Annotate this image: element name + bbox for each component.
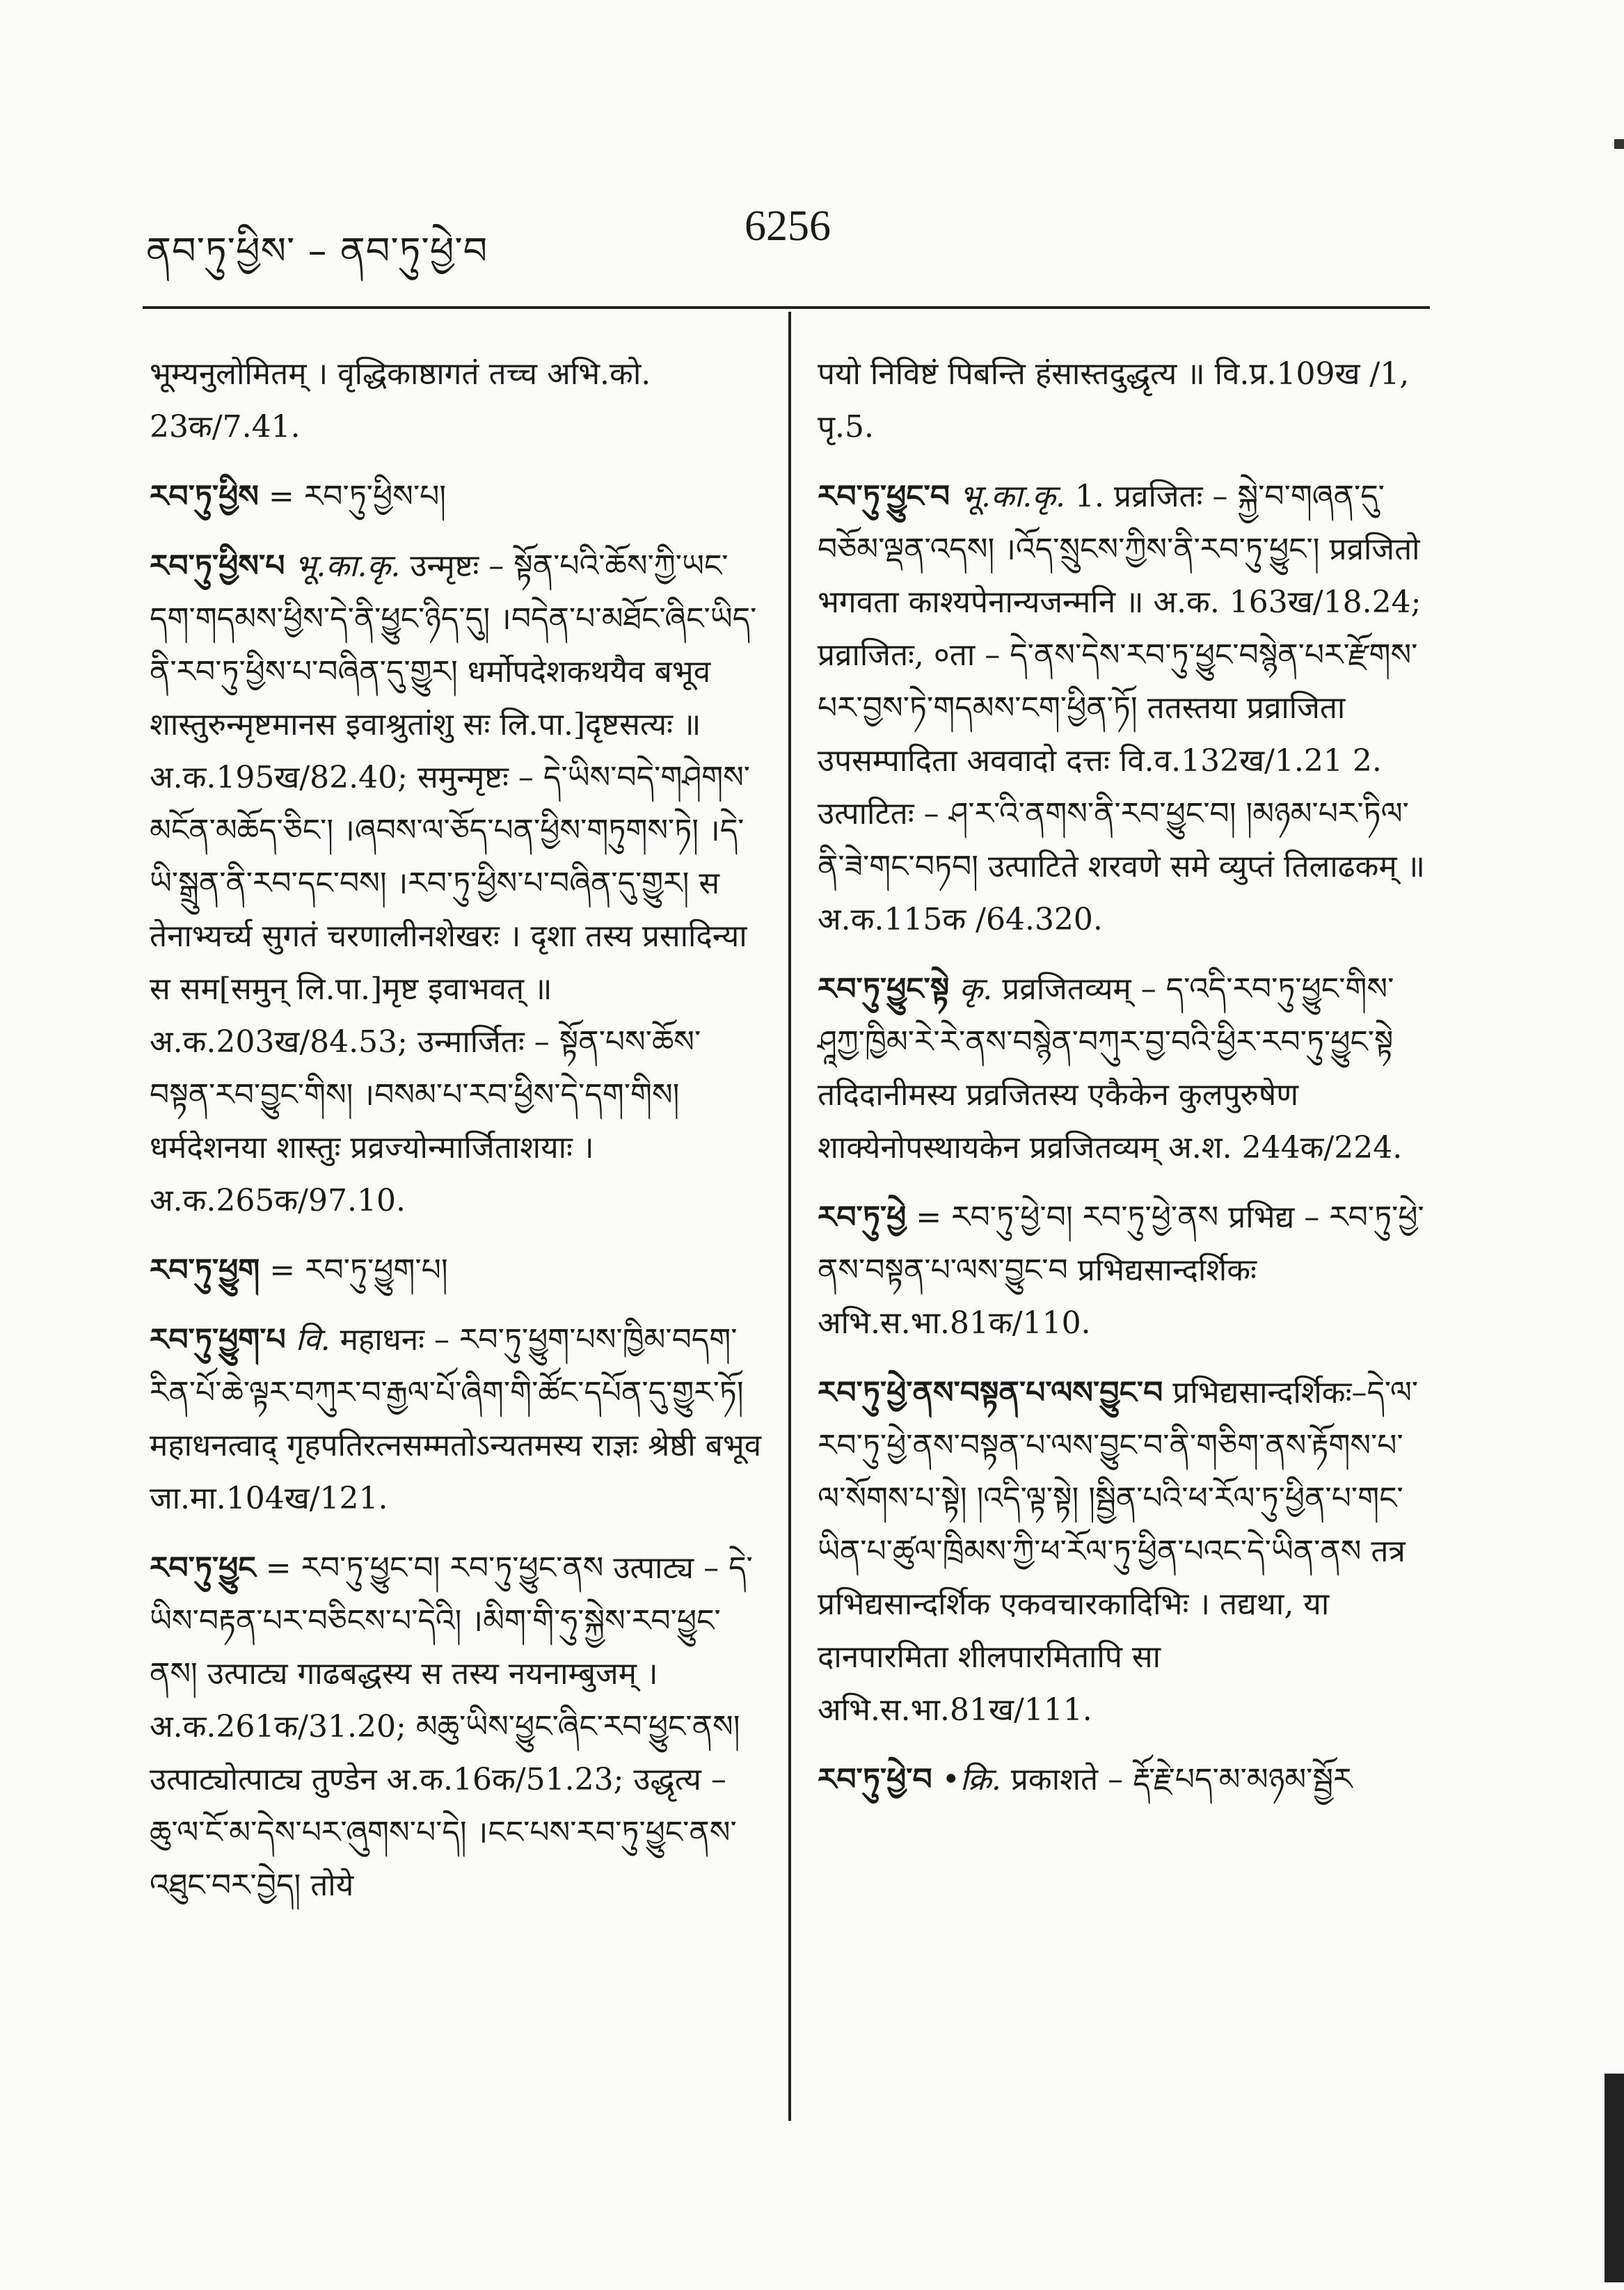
column-divider: [788, 312, 791, 2121]
entry-text: 1. प्रव्रजितः – སྐྱེ་བ་གཞན་དུ་བཅོམ་ལྡན་འདས། ।འོད་སྲུངས་ཀྱིས་ནི་རབ་ཏུ་ཕྱུང་། प्रव्रजितो भगवता काश्यपेनान्यजन्मनि ॥ अ.क. 163ख/18.24; प्रव्राजितः, ०ता – དེ་ནས་དེས་རབ་ཏུ་ཕྱུང་བསྙེན་པར་རྫོགས་པར་བྱས་ཏེ་གདམས་ངག་ཕྱིན་ཏོ། ततस्तया प्रव्राजिता उपसम्पादिता अववादो दत्तः वि.व.132ख/1.21 2. उत्पाटितः – ཤ་ར་འི་ནགས་ནི་རབ་ཕྱུང་བ། །མཉམ་པར་ཏིལ་ནི་ཟེ་གང་བཏབ། उत्पाटिते शरवणे समे व्युप्तं तिलाढकम् ॥ अ.क.115क /64.320.: [818, 479, 1425, 937]
dictionary-entry: [150, 1542, 762, 1912]
dictionary-entry: [818, 1754, 1430, 1806]
entry-text: = རབ་ཏུ་ཕྱུག་པ།: [269, 1253, 448, 1288]
dictionary-entry: [818, 470, 1430, 946]
part-of-speech: •क्रि.: [941, 1762, 1001, 1797]
entry-headword: རབ་ཏུ་ཕྱུག: [150, 1253, 260, 1288]
running-head: ནབ་ཏུ་ཕྱིས་ – ནབ་ཏུ་ཕྱེ་བ: [146, 229, 488, 273]
part-of-speech: भू.का.कृ.: [294, 548, 401, 584]
dictionary-entry: [818, 348, 1430, 454]
dictionary-entry: [150, 348, 762, 454]
entry-headword: རབ་ཏུ་ཕྱེ་བ: [818, 1762, 932, 1797]
dictionary-entry: [150, 1314, 762, 1525]
dictionary-entry: [818, 1191, 1430, 1350]
dictionary-entry: [818, 963, 1430, 1175]
scan-binding-edge: [1605, 2074, 1624, 2282]
right-column: [818, 348, 1430, 1823]
dictionary-entry: [150, 540, 762, 1227]
part-of-speech: भू.का.कृ.: [960, 479, 1065, 514]
entry-headword: རབ་ཏུ་ཕྱིས་པ: [150, 548, 285, 584]
scan-margin-mark: [1614, 139, 1624, 149]
entry-headword: རབ་ཏུ་ཕྱེ་ནས་བསྟན་པ་ལས་བྱུང་བ: [818, 1375, 1163, 1410]
entry-text: = རབ་ཏུ་ཕྱེ་བ། རབ་ཏུ་ཕྱེ་ནས प्रभिद्य – རབ་ཏུ་ཕྱེ་ནས་བསྟན་པ་ལས་བྱུང་བ प्रभिद्यसान्दर्शिकः अभि.स.भा.81क/110.: [818, 1200, 1424, 1341]
left-column: [150, 348, 762, 1929]
entry-headword: རབ་ཏུ་ཕྱུང་སྟེ: [818, 971, 950, 1007]
entry-text: = རབ་ཏུ་ཕྱིས་པ།: [269, 479, 447, 514]
entry-headword: རབ་ཏུ་ཕྱུག་པ: [150, 1322, 286, 1358]
entry-text: = རབ་ཏུ་ཕྱུང་བ། རབ་ཏུ་ཕྱུང་ནས उत्पाट्य – དེ་ཡིས་བརྟན་པར་བཅིངས་པ་དེའི། ।མིག་གི་ཧུ་སྐྱེས་རབ་ཕྱུང་ནས། उत्पाट्य गाढबद्धस्य स तस्य नयनाम्बुजम् । अ.क.261क/31.20; མཆུ་ཡིས་ཕྱུང་ཞིང་རབ་ཕྱུང་ནས། उत्पाट्योत्पाट्य तुण्डेन अ.क.16क/51.23; उद्धृत्य – ཆུ་ལ་ངོ་མ་དེས་པར་ཞུགས་པ་དེ། ।ངང་པས་རབ་ཏུ་ཕྱུང་ནས་འཐུང་བར་བྱེད། तोये: [150, 1550, 753, 1903]
dictionary-entry: [818, 1367, 1430, 1737]
entry-text: प्रकाशते – རྡོ་རྗེ་པད་མ་མཉམ་སྦྱོར: [1010, 1762, 1353, 1797]
entry-headword: རབ་ཏུ་ཕྱིས: [150, 479, 259, 514]
entry-headword: རབ་ཏུ་ཕྱུང་བ: [818, 479, 950, 514]
entry-headword: རབ་ཏུ་ཕྱུང: [150, 1550, 256, 1586]
entry-text: पयो निविष्टं पिबन्ति हंसास्तदुद्धृत्य ॥ वि.प्र.109ख /1, पृ.5.: [818, 356, 1410, 445]
part-of-speech: कृ.: [959, 971, 993, 1007]
entry-headword: རབ་ཏུ་ཕྱེ: [818, 1200, 907, 1235]
dictionary-entry: [150, 470, 762, 523]
page-header: [0, 202, 1624, 273]
part-of-speech: वि.: [295, 1322, 331, 1358]
header-rule: [143, 306, 1430, 309]
entry-text: प्रभिद्यसान्दर्शिकः–དེ་ལ་རབ་ཏུ་ཕྱེ་ནས་བསྟན་པ་ལས་བྱུང་བ་ནི་གཅིག་ནས་རྟོགས་པ་ལ་སོགས་པ་སྟེ། །འདི་ལྟ་སྟེ། །སྦྱིན་པའི་ཕ་རོལ་ཏུ་ཕྱིན་པ་གང་ཡིན་པ་ཚུལ་ཁྲིམས་ཀྱི་ཕ་རོལ་ཏུ་ཕྱིན་པའང་དེ་ཡིན་ནས तत्र प्रभिद्यसान्दर्शिक एकवचारकादिभिः । तद्यथा, या दानपारमिता शीलपारमितापि सा अभि.स.भा.81ख/111.: [818, 1375, 1419, 1728]
dictionary-entry: [150, 1244, 762, 1297]
entry-text: उन्मृष्टः – སྟོན་པའི་ཆོས་ཀྱི་ཡང་དག་གདམས་ཕྱིས་དེ་ནི་ཕྱུང་ཉིད་དུ། ।བདེན་པ་མཐོང་ཞིང་ཡིད་ནི་རབ་ཏུ་ཕྱིས་པ་བཞིན་དུ་གྱུར། धर्मोपदेशकथयैव बभूव शास्तुरुन्मृष्टमानस इवाश्रुतांशु सः लि.पा.]दृष्टसत्यः ॥ अ.क.195ख/82.40; समुन्मृष्टः – དེ་ཡིས་བདེ་གཤེགས་མངོན་མཆོད་ཅིང་། ।ཞབས་ལ་ཅོད་པན་ཕྱིས་གཏུགས་ཏེ། ।དེ་ཡི་སྒྲུན་ནི་རབ་དང་བས། ।རབ་ཏུ་ཕྱིས་པ་བཞིན་དུ་གྱུར། स तेनाभ्यर्च्य सुगतं चरणालीनशेखरः । दृशा तस्य प्रसादिन्या स सम[समुन् लि.पा.]मृष्ट इवाभवत् ॥ अ.क.203ख/84.53; उन्मार्जितः – སྟོན་པས་ཆོས་བསྟན་རབ་བྱུང་གིས། ।བསམ་པ་རབ་ཕྱིས་དེ་དག་གིས། धर्मदेशनया शास्तुः प्रव्रज्योन्मार्जिताशयाः । अ.क.265क/97.10.: [150, 548, 757, 1218]
entry-text: महाधनः – རབ་ཏུ་ཕྱུག་པས་ཁྱིམ་བདག་རིན་པོ་ཆེ་ལྟར་བཀུར་བ་རྒྱལ་པོ་ཞིག་གི་ཚོང་དཔོན་དུ་གྱུར་ཏོ། महाधनत्वाद् गृहपतिरत्नसम्मतोऽन्यतमस्य राज्ञः श्रेष्ठी बभूव जा.मा.104ख/121.: [150, 1322, 762, 1516]
entry-text: भूम्यनुलोमितम् । वृद्धिकाष्ठागतं तच्च अभि.को. 23क/7.41.: [150, 356, 651, 445]
page-number: 6256: [745, 202, 831, 250]
entry-text: प्रव्रजितव्यम् – ད་འདི་རབ་ཏུ་ཕྱུང་གིས་ཤཱཀྱ་ཁྱིམ་རེ་རེ་ནས་བསྙེན་བཀུར་བྱ་བའི་ཕྱིར་རབ་ཏུ་ཕྱུང་སྟེ तदिदानीमस्य प्रव्रजितस्य एकैकेन कुलपुरुषेण शाक्येनोपस्थायकेन प्रव्रजितव्यम् अ.श. 244क/224.: [818, 971, 1403, 1166]
